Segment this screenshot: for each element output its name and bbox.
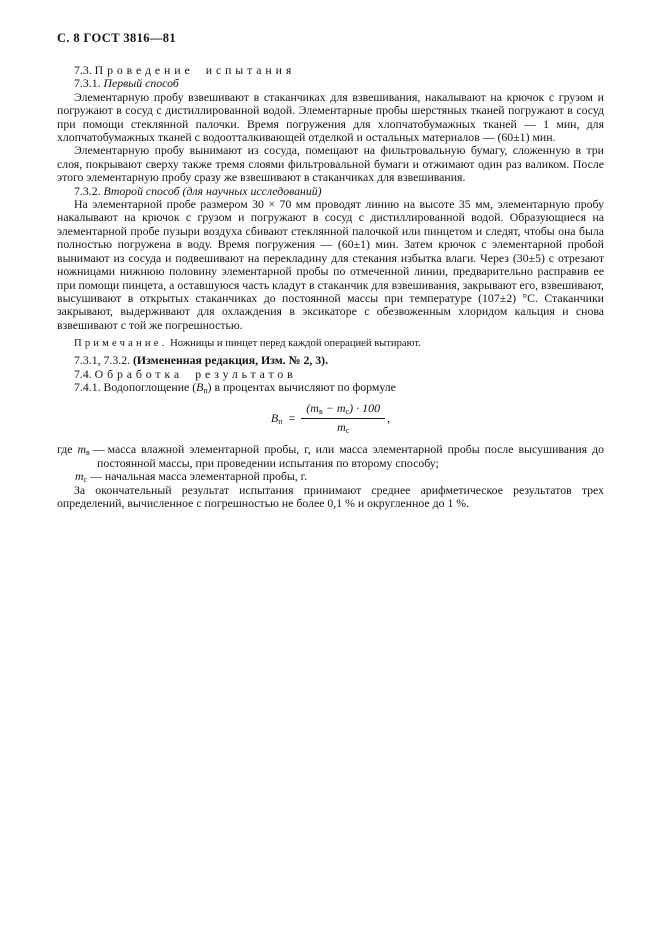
- initial-mass-definition: начальная масса элементарной пробы, г.: [104, 469, 308, 484]
- amendment-refs: 7.3.1, 7.3.2.: [74, 353, 131, 368]
- where-item-wet-mass: [57, 443, 604, 470]
- section-7-3-title: Проведение испытания: [94, 63, 296, 77]
- formula-lhs: $В_п$: [270, 410, 283, 426]
- closing-paragraph: За окончательный результат испытания принимают среднее арифметическое результатов трех определений, вычисленное с погрешностью не более 0,1 % и округленное до 1 %.: [57, 482, 604, 510]
- amendment-line: [57, 354, 604, 367]
- definition-dash: —: [92, 442, 105, 457]
- subsection-7-3-2-number: 7.3.2.: [74, 183, 101, 198]
- formula-fraction: [301, 401, 385, 435]
- subsection-7-3-2-heading: [57, 185, 604, 198]
- subsection-7-4-1-line: [57, 381, 604, 394]
- note-text: Ножницы и пинцет перед каждой операцией вытирают.: [170, 338, 421, 350]
- subsection-7-3-1-number: 7.3.1.: [74, 76, 101, 91]
- wet-mass-definition: масса влажной элементарной пробы, г, или масса элементарной пробы после высушивания до постоянной массы, при проведении испытания по второму способу;: [97, 442, 604, 470]
- where-item-initial-mass: [57, 470, 604, 483]
- subsection-7-4-1-text-before: Водопоглощение (: [103, 379, 197, 394]
- wet-mass-symbol: $m_в$: [77, 442, 90, 458]
- paragraph-first-method-2: Элементарную пробу вынимают из сосуда, помещают на фильтровальную бумагу, сложенную в три слоя, покрывают сверху также тремя слоями фильтровальной бумаги и отжимают один раз валиком. После этого элементарную пробу сразу же взвешивают в стаканчиках для взвешивания.: [57, 143, 604, 185]
- page-header: С. 8 ГОСТ 3816—81: [57, 31, 177, 45]
- definition-dash: —: [90, 469, 102, 484]
- where-lead: где: [57, 442, 73, 457]
- water-absorption-symbol: В: [196, 379, 204, 394]
- paragraph-second-method: На элементарной пробе размером 30 × 70 мм проводят линию на высоте 35 мм, элементарную пробу накалывают на крючок с грузом и погружают в сосуд с дистиллированной водой. Образующиеся на элементарной пробе пузыри воздуха сбивают стеклянной палочкой или пинцетом и следят, чтобы она была полностью погружена в воду. Время погружения — (60±1) мин. Затем крючок с элементарной пробой вынимают из сосуда и подвешивают на перекладину для стекания избытка влаги. Через (30±5) с отрезают ножницами нижнюю половину элементарной пробы по отмеченной линии, предварительно расправив ее при помощи пинцета, а оставшуюся часть кладут в стаканчик для взвешивания, закрывают его, взвешивают, высушивают в открытых стаканчиках до постоянной массы при температуре (107±2) °С. Стаканчики закрывают, выдерживают для охлаждения в эксикаторе с обезвоженным хлоридом кальция и снова взвешивают с той же погрешностью.: [57, 197, 604, 332]
- subsection-7-3-2-title: Второй способ (для научных исследований): [103, 183, 322, 198]
- subsection-7-4-1-number: 7.4.1.: [74, 379, 101, 394]
- section-7-3-heading: [57, 64, 604, 77]
- formula-trailing-comma: ,: [387, 410, 391, 425]
- section-7-4-number: 7.4.: [74, 366, 92, 381]
- water-absorption-symbol-sub: п: [203, 385, 208, 395]
- note-line: [57, 337, 604, 350]
- amendment-text: (Измененная редакция, Изм. № 2, 3).: [133, 353, 329, 368]
- initial-mass-symbol: $m_с$: [75, 469, 88, 485]
- formula-numerator: $(m_в - m_с) \cdot 100$: [301, 401, 385, 419]
- section-7-3-number: 7.3.: [74, 63, 92, 77]
- subsection-7-3-1-title: Первый способ: [103, 76, 179, 91]
- subsection-7-3-1-heading: [57, 77, 604, 90]
- paragraph-first-method-1: Элементарную пробу взвешивают в стаканчиках для взвешивания, накалывают на крючок с грузом и погружают в сосуд с дистиллированной водой. Элементарные пробы шерстяных тканей погружают в сосуд при помощи стеклянной палочки. Время погружения для хлопчатобумажных тканей — 1 мин, для хлопчатобумажных тканей с водоотталкивающей отделкой и остальных материалов — (60±1) мин.: [57, 89, 604, 145]
- note-label: Примечание.: [74, 338, 168, 350]
- equals-sign: =: [288, 410, 296, 425]
- formula-denominator: $m_с$: [337, 420, 350, 436]
- section-7-4-title: Обработка результатов: [94, 366, 297, 381]
- section-7-4-heading: [57, 368, 604, 381]
- subsection-7-4-1-text-after: ) в процентах вычисляют по формуле: [207, 379, 396, 394]
- water-absorption-formula: [57, 401, 604, 435]
